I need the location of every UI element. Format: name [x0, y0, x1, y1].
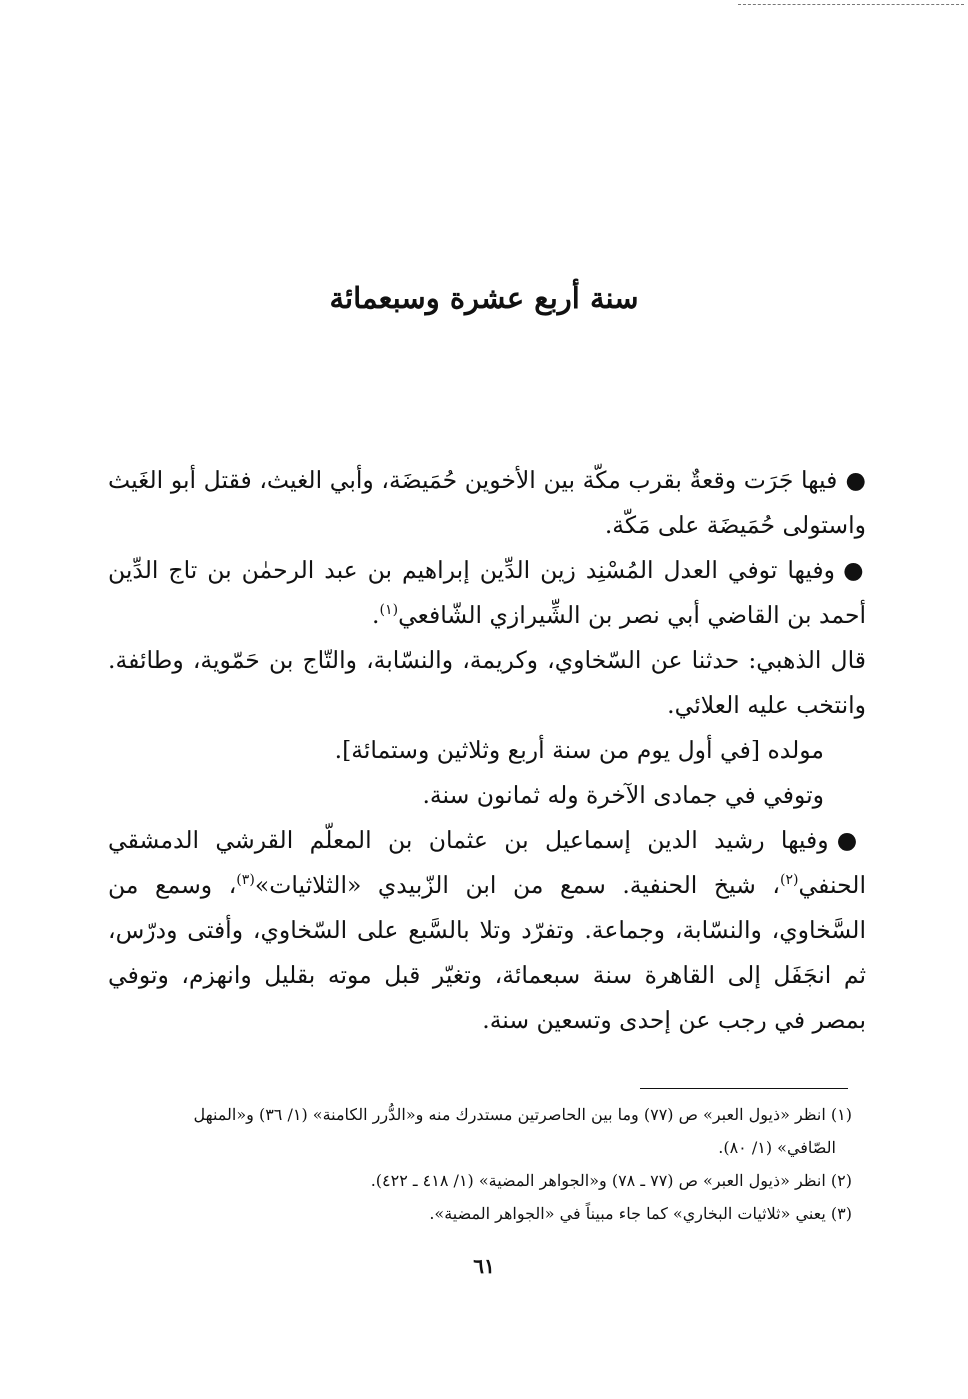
footnote-ref-2[interactable]: (٢): [779, 872, 799, 889]
footnote-1-continued: [100, 1131, 852, 1164]
paragraph-end: .: [372, 601, 380, 629]
main-text: [108, 458, 866, 1043]
paragraph-death-ibrahim: [108, 548, 866, 638]
paragraph-dhahabi-quote: [108, 638, 866, 728]
paragraph-text: وفيها توفي العدل المُسْنِد زين الدِّين إبراهيم بن عبد الرحمٰن بن تاج الدِّين أحمد بن القاضي أبي نصر بن الشِّيرازي الشّافعي: [108, 556, 866, 629]
footnote-ref-1[interactable]: (١): [379, 602, 399, 619]
paragraph-death-rashid: [108, 818, 866, 1043]
paragraph-text: وتوفي في جمادى الآخرة وله ثمانون سنة.: [422, 781, 824, 809]
paragraph-text: قال الذهبي: حدثنا عن السّخاوي، وكريمة، والنسّابة، والتّاج بن حَمّوية، وطائفة. وانتخب عليه العلائي.: [108, 646, 866, 719]
paragraph-text: ، وسمع من السَّخاوي، والنسّابة، وجماعة. وتفرّد وتلا بالسَّبع على السّخاوي، وأفتى ودرّس، ثم انجَفَل إلى القاهرة سنة سبعمائة، وتغيّر قبل موته بقليل وانهزم، وتوفي بمصر في رجب عن إحدى وتسعين سنة.: [108, 871, 866, 1034]
footnotes: [100, 1098, 852, 1230]
footnote-2: [100, 1164, 852, 1197]
footnote-divider: [640, 1088, 848, 1089]
footnote-1: [100, 1098, 852, 1131]
bullet-icon: ●: [845, 466, 866, 494]
bullet-icon: ●: [836, 826, 866, 854]
footnote-text: (٢) انظر «ذيول العبر» ص (٧٧ ـ ٧٨) و«الجواهر المضية» (١/ ٤١٨ ـ ٤٢٢).: [370, 1171, 852, 1190]
paragraph-text: فيها جَرَت وقعةٌ بقرب مكّة بين الأخوين حُمَيضَة، وأبي الغيث، فقتل أبو الغَيث واستولى حُمَيضَة على مَكّة.: [108, 466, 866, 539]
page-number: ٦١: [473, 1254, 495, 1278]
paragraph-death-date: [108, 773, 866, 818]
footnote-ref-3[interactable]: (٣): [236, 872, 255, 889]
footnote-text: (٣) يعني «ثلاثيات البخاري» كما جاء مبيناً في «الجواهر المضية».: [429, 1204, 852, 1223]
footnote-3: [100, 1197, 852, 1230]
paragraph-battle-mecca: [108, 458, 866, 548]
page-title: سنة أربع عشرة وسبعمائة: [329, 281, 639, 315]
footnote-text: الصّافي» (١/ ٨٠).: [718, 1138, 836, 1157]
paragraph-text: وفيها رشيد الدين إسماعيل بن عثمان بن المعلّم القرشي الدمشقي الحنفي: [108, 826, 866, 899]
paragraph-birth: [108, 728, 866, 773]
bullet-icon: ●: [843, 556, 866, 584]
paragraph-text: مولده [في أول يوم من سنة أربع وثلاثين وستمائة].: [334, 736, 824, 764]
footnote-text: (١) انظر «ذيول العبر» ص (٧٧) وما بين الحاصرتين مستدرك منه و«الدُّرر الكامنة» (١/ ٣٦) و«المنهل: [193, 1105, 852, 1124]
paragraph-text: ، شيخ الحنفية. سمع من ابن الزّبيدي «الثلاثيات»: [254, 871, 780, 899]
